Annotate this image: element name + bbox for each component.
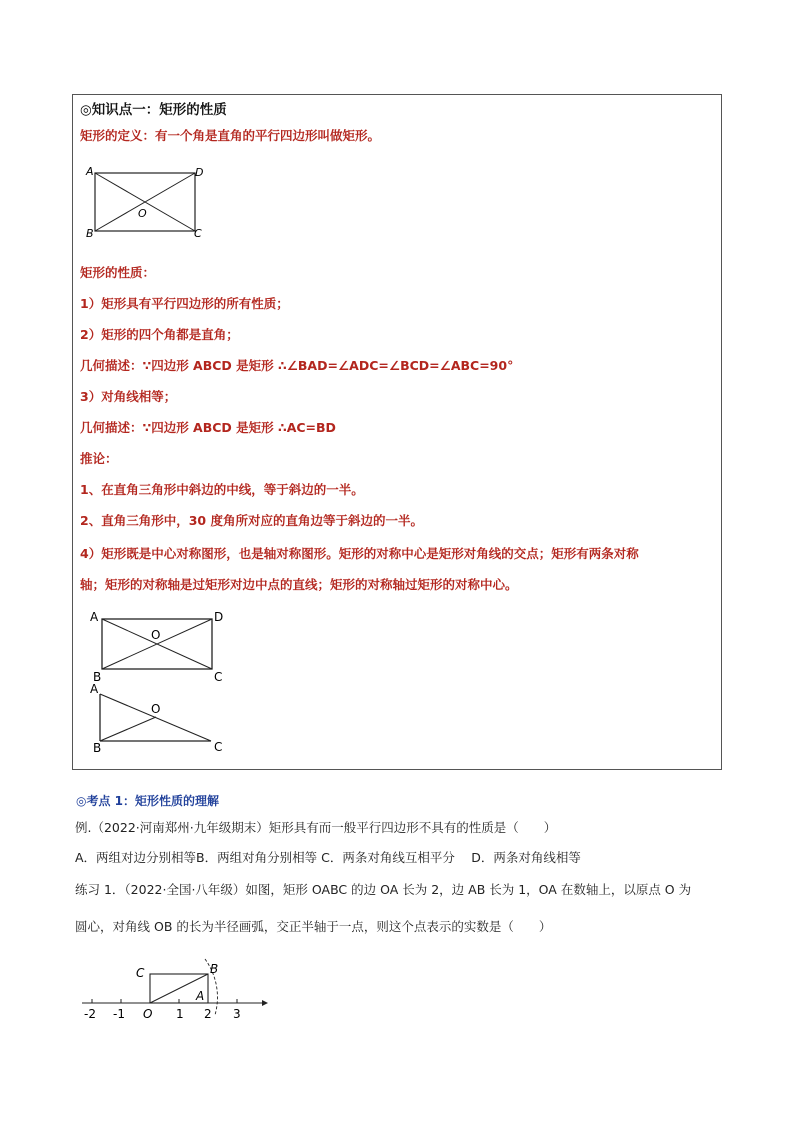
rectangle-figure-2 (86, 605, 236, 685)
fig3-label-b: B (93, 741, 102, 755)
fig2-label-b: B (93, 670, 102, 684)
fig1-label-b: B (86, 227, 94, 240)
fig2-label-o: O (151, 628, 161, 642)
exam-point-title: ◎考点 1：矩形性质的理解 (76, 794, 219, 808)
fig3-label-o: O (151, 702, 161, 716)
fig1-label-c: C (194, 227, 202, 240)
label-a: A (196, 989, 205, 1003)
knowledge-heading: ◎知识点一：矩形的性质 (80, 102, 227, 118)
tick-label-2: 2 (204, 1007, 212, 1021)
fig1-label-o: O (138, 207, 147, 220)
inference-4-line-1: 4）矩形既是中心对称图形，也是轴对称图形。矩形的对称中心是矩形对角线的交点；矩形有两条对称 (80, 546, 639, 561)
fig3-label-c: C (214, 740, 223, 754)
fig2-label-d: D (214, 610, 224, 624)
practice-question-line-2: 圆心，对角线 OB 的长为半径画弧，交正半轴于一点，则这个点表示的实数是（ ） (75, 919, 552, 934)
tick-label-origin: O (143, 1007, 153, 1021)
example-options: A．两组对边分别相等B．两组对角分别相等 C．两条对角线互相平分 D．两条对角线相等 (75, 850, 581, 865)
inference-2: 2、直角三角形中，30 度角所对应的直角边等于斜边的一半。 (80, 513, 423, 528)
fig2-label-a: A (90, 610, 99, 624)
label-c: C (136, 966, 145, 980)
inference-4-line-2: 轴；矩形的对称轴是过矩形对边中点的直线；矩形的对称轴过矩形的对称中心。 (80, 577, 518, 592)
property-2: 2）矩形的四个角都是直角； (80, 327, 239, 342)
geometry-description-1: 几何描述：∵四边形 ABCD 是矩形 ∴∠BAD=∠ADC=∠BCD=∠ABC=90° (80, 358, 514, 373)
tri-median-bo (100, 717, 156, 741)
practice-question-line-1: 练习 1．（2022·全国·八年级）如图，矩形 OABC 的边 OA 长为 2，边 AB 长为 1，OA 在数轴上，以原点 O 为 (75, 882, 692, 897)
geometry-description-2: 几何描述：∵四边形 ABCD 是矩形 ∴AC=BD (80, 420, 336, 435)
triangle-figure-3 (86, 680, 236, 760)
properties-title: 矩形的性质： (80, 265, 156, 280)
fig2-label-c: C (214, 670, 223, 684)
property-3: 3）对角线相等； (80, 389, 177, 404)
example-question: 例.（2022·河南郑州·九年级期末）矩形具有而一般平行四边形不具有的性质是（ ） (75, 820, 557, 835)
number-line-figure (76, 955, 276, 1025)
definition-text: 矩形的定义：有一个角是直角的平行四边形叫做矩形。 (80, 128, 381, 143)
tick-label-neg1: -1 (113, 1007, 125, 1021)
tick-label-neg2: -2 (84, 1007, 96, 1021)
inference-title: 推论： (80, 451, 118, 466)
property-1: 1）矩形具有平行四边形的所有性质； (80, 296, 289, 311)
label-b: B (210, 962, 219, 976)
fig1-label-a: A (86, 165, 94, 178)
tick-label-1: 1 (176, 1007, 184, 1021)
axis-arrow-icon (262, 1000, 268, 1006)
rectangle-figure-1 (80, 160, 220, 242)
fig1-label-d: D (195, 166, 204, 179)
fig3-label-a: A (90, 682, 99, 696)
tick-label-3: 3 (233, 1007, 241, 1021)
inference-1: 1、在直角三角形中斜边的中线，等于斜边的一半。 (80, 482, 364, 497)
